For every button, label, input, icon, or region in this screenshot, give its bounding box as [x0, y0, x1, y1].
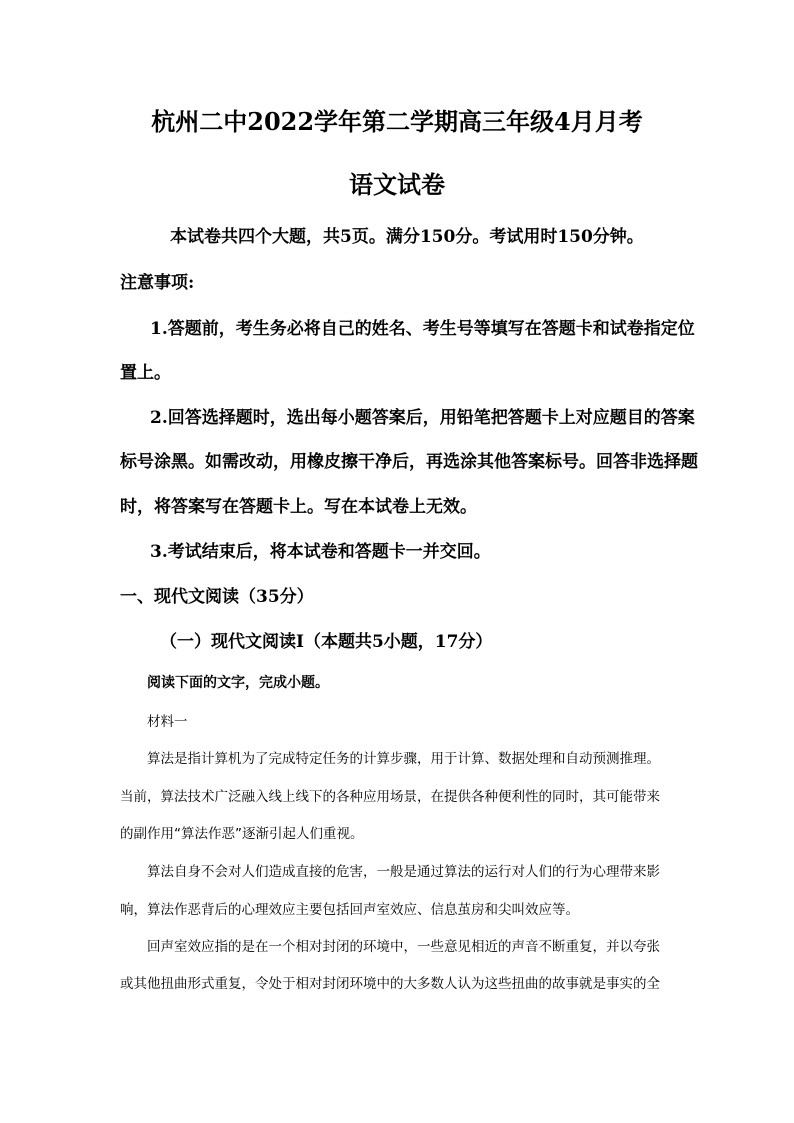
paragraph-line: 算法是指计算机为了完成特定任务的计算步骤，用于计算、数据处理和自动预测推理。 [147, 751, 660, 767]
notice-line-5: 时，将答案写在答题卡上。写在本试卷上无效。 [120, 497, 477, 517]
exam-intro: 本试卷共四个大题，共5页。满分150分。考试用时150分钟。 [170, 227, 644, 247]
paragraph-line: 或其他扭曲形式重复，令处于相对封闭环境中的大多数人认为这些扭曲的故事就是事实的全 [120, 976, 660, 992]
reading-instruction: 阅读下面的文字，完成小题。 [147, 675, 329, 691]
notice-line-4: 标号涂黑。如需改动，用橡皮擦干净后，再选涂其他答案标号。回答非选择题 [120, 452, 698, 472]
section-heading: 一、现代文阅读（35分） [120, 587, 314, 607]
notice-line-2: 置上。 [120, 363, 171, 383]
paragraph-line: 当前，算法技术广泛融入线上线下的各种应用场景，在提供各种便利性的同时，其可能带来 [120, 789, 660, 805]
material-label: 材料一 [147, 714, 188, 730]
notice-heading: 注意事项: [120, 273, 195, 293]
notice-line-6: 3.考试结束后，将本试卷和答题卡一并交回。 [150, 542, 491, 562]
notice-line-3: 2.回答选择题时，选出每小题答案后，用铅笔把答题卡上对应题目的答案 [150, 408, 695, 428]
paragraph-line: 的副作用“算法作恶”逐渐引起人们重视。 [120, 826, 364, 842]
paragraph-line: 响，算法作恶背后的心理效应主要包括回声室效应、信息茧房和尖叫效应等。 [120, 902, 579, 918]
paragraph-line: 回声室效应指的是在一个相对封闭的环境中，一些意见相近的声音不断重复，并以夸张 [147, 939, 660, 955]
notice-line-1: 1.答题前，考生务必将自己的姓名、考生号等填写在答题卡和试卷指定位 [150, 319, 695, 339]
exam-title: 杭州二中2022学年第二学期高三年级4月月考 [151, 107, 643, 136]
exam-subtitle: 语文试卷 [349, 170, 445, 199]
section-subheading: （一）现代文阅读Ⅰ（本题共5小题，17分） [160, 632, 493, 652]
paragraph-line: 算法自身不会对人们造成直接的危害，一般是通过算法的运行对人们的行为心理带来影 [147, 864, 660, 880]
